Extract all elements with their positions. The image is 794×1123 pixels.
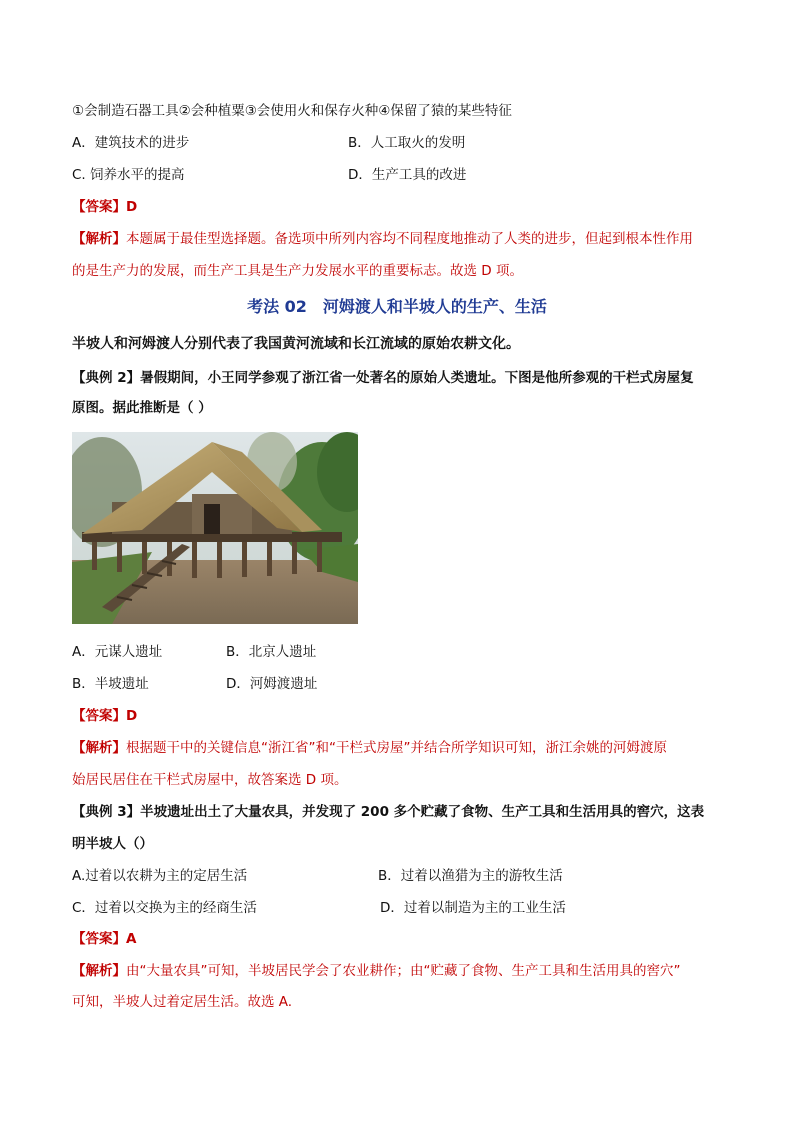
answer-label: 【答案】 xyxy=(72,931,126,947)
q2-option-b: B．北京人遗址 xyxy=(226,644,317,660)
q2-option-d: D．河姆渡遗址 xyxy=(226,676,318,692)
q1-answer xyxy=(72,197,137,217)
q1-statement: ①会制造石器工具②会种植粟③会使用火和保存火种④保留了猿的某些特征 xyxy=(72,103,512,119)
q2-answer xyxy=(72,706,137,726)
q3-option-b: B．过着以渔猎为主的游牧生活 xyxy=(378,868,563,884)
q3-option-d: D．过着以制造为主的工业生活 xyxy=(380,900,566,916)
section-heading: 考法 02 河姆渡人和半坡人的生产、生活 xyxy=(247,297,547,316)
explanation-label: 【解析】 xyxy=(72,231,126,247)
q2-stem-line2: 原图。据此推断是（ ） xyxy=(72,400,212,416)
q2-stem-line1 xyxy=(72,368,694,388)
q1-option-a: A．建筑技术的进步 xyxy=(72,135,190,151)
q3-option-a: A.过着以农耕为主的定居生活 xyxy=(72,868,248,884)
q2-label: 【典例 2】 xyxy=(72,370,141,386)
explanation-text: 由“大量农具”可知，半坡居民学会了农业耕作；由“贮藏了食物、生产工具和生活用具的窖穴” xyxy=(126,963,681,979)
q1-option-b: B．人工取火的发明 xyxy=(348,135,466,151)
q3-explanation-line2: 可知，半坡人过着定居生活。故选 A. xyxy=(72,994,293,1010)
q3-answer xyxy=(72,929,136,949)
stilt-house-photo xyxy=(72,432,358,624)
answer-value: D xyxy=(126,708,138,724)
q2-option-a: A．元谋人遗址 xyxy=(72,644,163,660)
q1-option-d: D．生产工具的改进 xyxy=(348,167,467,183)
q1-explanation-line2: 的是生产力的发展，而生产工具是生产力发展水平的重要标志。故选 D 项。 xyxy=(72,263,523,279)
q3-stem-line2: 明半坡人（） xyxy=(72,836,153,852)
q3-stem-text: 半坡遗址出土了大量农具，并发现了 200 多个贮藏了食物、生产工具和生活用具的窖穴，这表 xyxy=(140,804,705,820)
answer-label: 【答案】 xyxy=(72,708,126,724)
explanation-text: 本题属于最佳型选择题。备选项中所列内容均不同程度地推动了人类的进步，但起到根本性作用 xyxy=(126,231,693,247)
q2-explanation-line2: 始居民居住在干栏式房屋中，故答案选 D 项。 xyxy=(72,772,348,788)
q3-label: 【典例 3】 xyxy=(72,804,141,820)
q2-stem-text: 暑假期间，小王同学参观了浙江省一处著名的原始人类遗址。下图是他所参观的干栏式房屋复 xyxy=(140,370,694,386)
section-summary: 半坡人和河姆渡人分别代表了我国黄河流域和长江流域的原始农耕文化。 xyxy=(72,336,520,352)
q2-explanation-line1 xyxy=(72,738,667,758)
explanation-label: 【解析】 xyxy=(72,963,126,979)
answer-value: D xyxy=(126,199,138,215)
explanation-text: 根据题干中的关键信息“浙江省”和“干栏式房屋”并结合所学知识可知，浙江余姚的河姆渡原 xyxy=(126,740,667,756)
q2-option-c: B．半坡遗址 xyxy=(72,676,149,692)
q3-option-c: C．过着以交换为主的经商生活 xyxy=(72,900,257,916)
explanation-label: 【解析】 xyxy=(72,740,126,756)
q3-stem-line1 xyxy=(72,802,704,822)
answer-label: 【答案】 xyxy=(72,199,126,215)
q3-explanation-line1 xyxy=(72,961,680,981)
q1-explanation-line1 xyxy=(72,229,693,249)
answer-value: A xyxy=(126,931,137,947)
q1-option-c: C. 饲养水平的提高 xyxy=(72,167,185,183)
